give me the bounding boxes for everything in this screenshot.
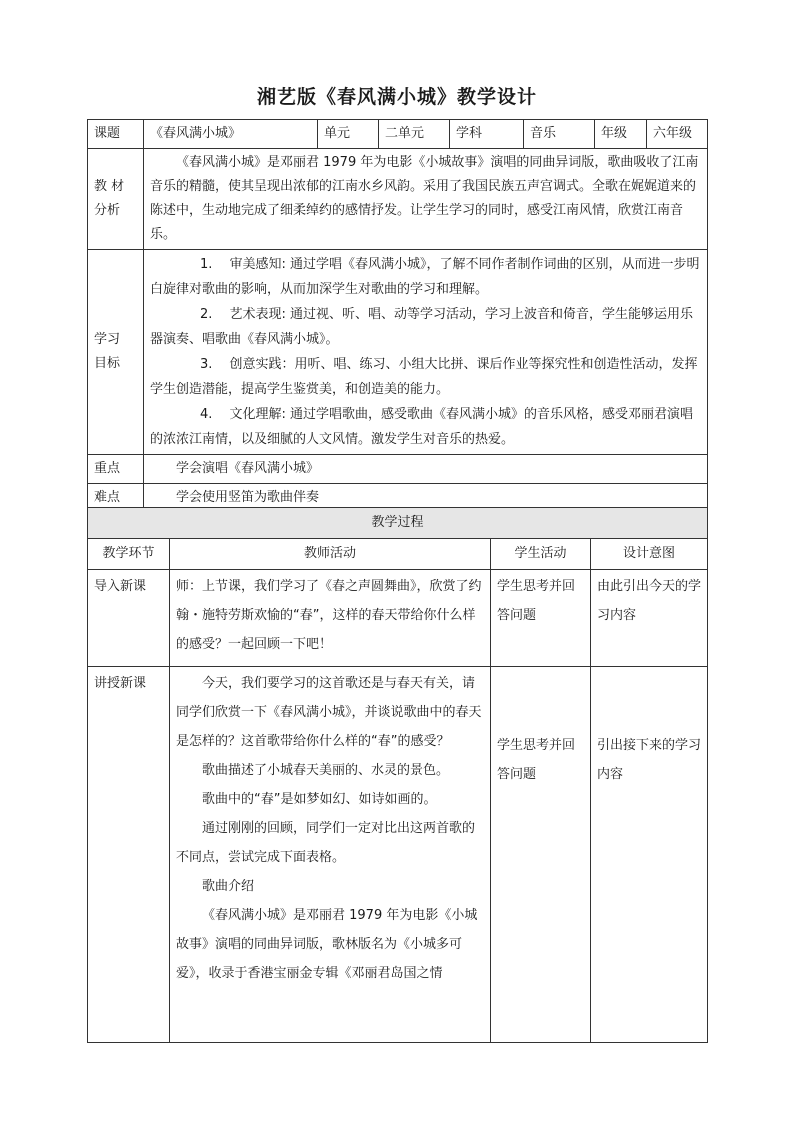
row1-teacher: 师：上节课，我们学习了《春之声圆舞曲》，欣赏了约翰・施特劳斯欢愉的“春”，这样的春天带给你什么样的感受？一起回顾一下吧！ [170, 570, 491, 667]
objectives-label: 学习 目标 [88, 250, 144, 455]
teacher-paragraph: 通过刚刚的回顾，同学们一定对比出这两首歌的不同点，尝试完成下面表格。 [176, 821, 476, 865]
analysis-label: 教 材 分析 [88, 149, 144, 250]
teacher-paragraph: 歌曲中的“春”是如梦如幻、如诗如画的。 [202, 792, 437, 807]
objective-item: 1. 审美感知: 通过学唱《春风满小城》，了解不同作者制作词曲的区别，从而进一步明白旋律对歌曲的影响，从而加深学生对歌曲的学习和理解。 [150, 257, 700, 297]
row1-student: 学生思考并回答问题 [491, 570, 591, 667]
teacher-paragraph: 歌曲描述了小城春天美丽的、水灵的景色。 [202, 763, 450, 778]
objectives-cell [144, 250, 708, 455]
difficulty-text: 学会使用竖笛为歌曲伴奏 [144, 484, 708, 513]
row2-intent: 引出接下来的学习内容 [591, 667, 708, 1043]
unit-label: 单元 [318, 120, 379, 149]
document-title: 湘艺版《春风满小城》教学设计 [256, 86, 537, 108]
key-point-label: 重点 [88, 455, 144, 484]
process-heading: 教学过程 [88, 508, 708, 539]
teacher-paragraph: 歌曲介绍 [202, 879, 255, 894]
lesson-value: 《春风满小城》 [144, 120, 318, 149]
row1-stage: 导入新课 [88, 570, 170, 667]
lesson-info-table [87, 119, 708, 513]
difficulty-label: 难点 [88, 484, 144, 513]
subject-value: 音乐 [524, 120, 595, 149]
objective-item: 2. 艺术表现: 通过视、听、唱、动等学习活动，学习上波音和倚音，学生能够运用乐器演奏、唱歌曲《春风满小城》。 [150, 307, 694, 347]
header-teacher: 教师活动 [170, 539, 491, 570]
row2-stage: 讲授新课 [88, 667, 170, 1043]
objective-item: 4. 文化理解: 通过学唱歌曲，感受歌曲《春风满小城》的音乐风格，感受邓丽君演唱的浓浓江南情，以及细腻的人文风情。激发学生对音乐的热爱。 [150, 407, 694, 447]
analysis-text: 《春风满小城》是邓丽君 1979 年为电影《小城故事》演唱的同曲异词版，歌曲吸收了江南音乐的精髓，使其呈现出浓郁的江南水乡风韵。采用了我国民族五声宫调式。全歌在娓娓道来的陈述中，生动地完成了细柔绰约的感情抒发。让学生学习的同时，感受江南风情，欣赏江南音乐。 [150, 155, 699, 242]
grade-value: 六年级 [647, 120, 708, 149]
grade-label: 年级 [595, 120, 647, 149]
teacher-paragraph: 今天，我们要学习的这首歌还是与春天有关，请同学们欣赏一下《春风满小城》，并谈说歌曲中的春天是怎样的？这首歌带给你什么样的“春”的感受？ [176, 676, 482, 749]
subject-label: 学科 [450, 120, 524, 149]
lesson-label: 课题 [88, 120, 144, 149]
header-intent: 设计意图 [591, 539, 708, 570]
row2-student: 学生思考并回答问题 [491, 667, 591, 1043]
teaching-process-table [87, 507, 708, 1043]
analysis-cell [144, 149, 708, 250]
row1-intent: 由此引出今天的学习内容 [591, 570, 708, 667]
unit-value: 二单元 [379, 120, 450, 149]
header-student: 学生活动 [491, 539, 591, 570]
objective-item: 3. 创意实践：用听、唱、练习、小组大比拼、课后作业等探究性和创造性活动，发挥学生创造潜能，提高学生鉴赏美，和创造美的能力。 [150, 357, 698, 397]
header-stage: 教学环节 [88, 539, 170, 570]
key-point-text: 学会演唱《春风满小城》 [144, 455, 708, 484]
row2-teacher [170, 667, 491, 1043]
teacher-paragraph: 《春风满小城》是邓丽君 1979 年为电影《小城故事》演唱的同曲异词版，歌林版名为《小城多可爱》，收录于香港宝丽金专辑《邓丽君岛国之情 [176, 908, 478, 981]
